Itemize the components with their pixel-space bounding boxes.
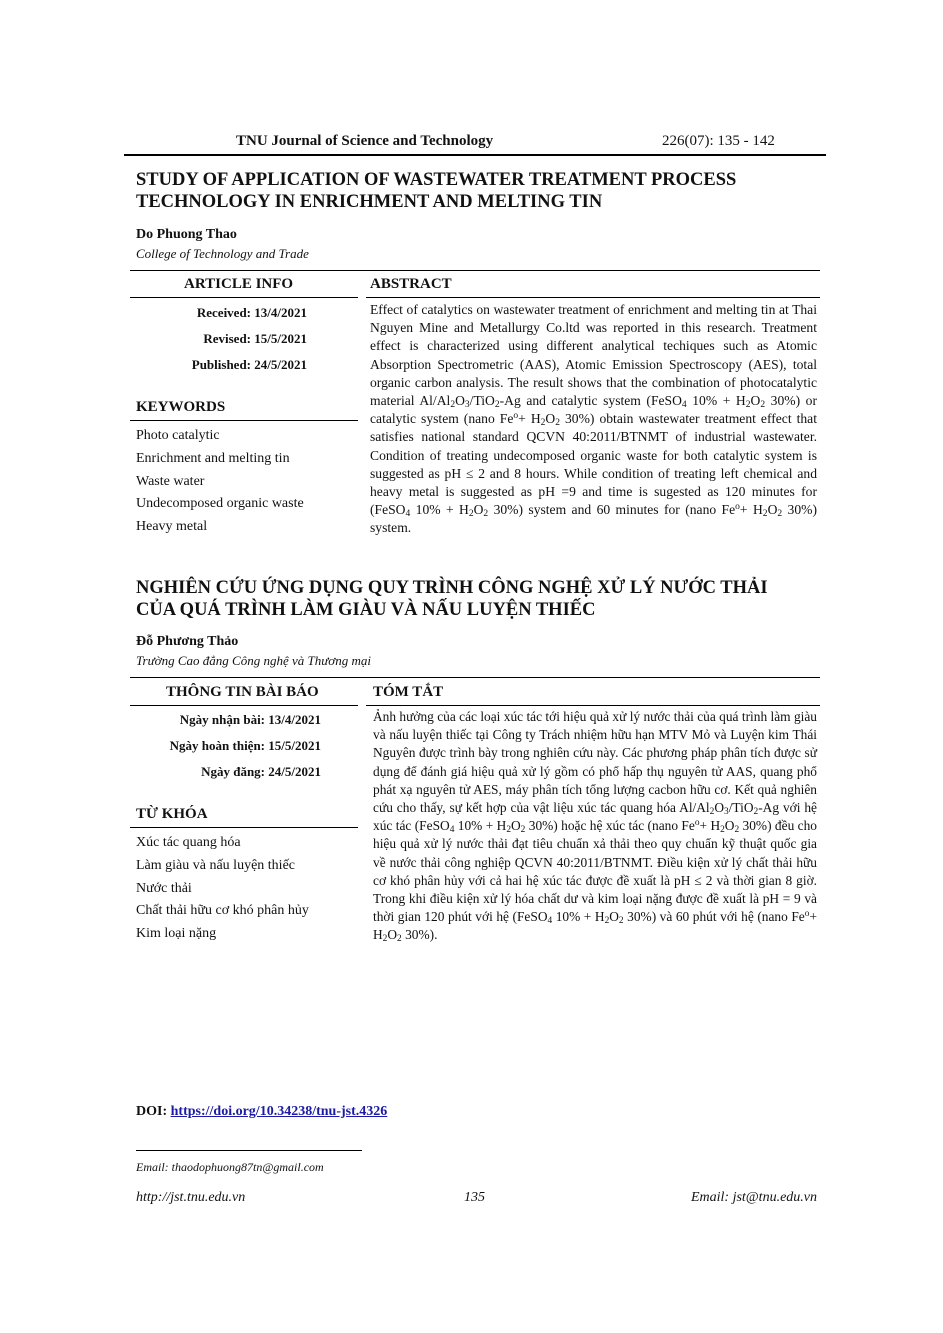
volume-pages: 226(07): 135 - 142 — [662, 133, 775, 149]
doi-line — [136, 1104, 387, 1120]
english-article-info-heading: ARTICLE INFO — [184, 276, 294, 292]
vietnamese-affiliation: Trường Cao đẳng Công nghệ và Thương mại — [136, 653, 371, 668]
english-affiliation: College of Technology and Trade — [136, 246, 309, 261]
keyword-item: Làm giàu và nấu luyện thiếc — [136, 857, 295, 873]
vietnamese-keywords-heading: TỪ KHÓA — [136, 806, 208, 822]
keyword-item: Heavy metal — [136, 519, 208, 535]
vietnamese-title-line-1: NGHIÊN CỨU ỨNG DỤNG QUY TRÌNH CÔNG NGHỆ XỬ LÝ NƯỚC THẢI — [136, 578, 768, 598]
footer-email: Email: jst@tnu.edu.vn — [690, 1190, 817, 1205]
keyword-item: Xúc tác quang hóa — [136, 835, 241, 850]
vietnamese-author: Đỗ Phương Thảo — [136, 634, 239, 649]
english-author: Do Phuong Thao — [136, 227, 237, 242]
vietnamese-title-line-2: CỦA QUÁ TRÌNH LÀM GIÀU VÀ NẤU LUYỆN THIẾC — [136, 600, 596, 620]
english-keywords-rule — [130, 420, 358, 421]
english-info-rule — [130, 297, 358, 298]
english-published-date: Published: 24/5/2021 — [191, 357, 307, 372]
keyword-item: Undecomposed organic waste — [136, 496, 304, 512]
english-title-line-2: TECHNOLOGY IN ENRICHMENT AND MELTING TIN — [136, 192, 603, 212]
vietnamese-info-rule — [130, 705, 358, 706]
vietnamese-abstract-rule — [366, 705, 820, 706]
english-abstract-text: Effect of catalytics on wastewater treatment of enrichment and melting tin at Thai Nguyen Mine and Metallurgy Co.ltd was reported in this research. Treatment effect is characterized using different analytical techiques such as Atomic Absorption Spectrometric (AAS), Atomic Emission Spectroscopy (AES), total organic carbon analysis. The result shows that the combination of photocatalytic material $Al/Al_2O_3/TiO_2-Ag$ and catalytic system (FeSO$_4$ $10\% + H_2O_2$ 30%) or catalytic system (nano $Fe^o+ H_2O_2$ 30%) obtain wastewater treatment effect that satisfies national standard QCVN 40:2011/BTNMT of industrial wastewater. Condition of treating undecomposed organic waste for both catalytic system is suggested as pH ≤ 2 and 8 hours. While condition of treating left chemical and heavy metal is suggested as pH =9 and time is sugested as 120 minutes for (FeSO$_4$ $10\% + H_2O_2$ 30%) system and 60 minutes for (nano $Fe^o+ H_2O_2$ 30%) system. — [370, 302, 817, 536]
vietnamese-keywords-list — [136, 832, 309, 946]
english-revised-date: Revised: 15/5/2021 — [203, 331, 307, 346]
vietnamese-published-date: Ngày đăng: 24/5/2021 — [201, 764, 321, 779]
vietnamese-keywords-rule — [130, 827, 358, 828]
vietnamese-article-info-heading: THÔNG TIN BÀI BÁO — [166, 684, 319, 700]
doi-link[interactable]: https://doi.org/10.34238/tnu-jst.4326 — [170, 1104, 388, 1119]
vietnamese-revised-date: Ngày hoàn thiện: 15/5/2021 — [169, 738, 321, 753]
english-table-top-rule — [130, 270, 820, 271]
english-keywords-list — [136, 425, 304, 539]
keyword-item: Nước thải — [136, 880, 192, 896]
vietnamese-abstract-text: Ảnh hưởng của các loại xúc tác tới hiệu quả xử lý nước thải của quá trình làm giàu và nấu luyện thiếc tại Công ty Trách nhiệm hữu hạn MTV Mỏ và Luyện kim Thái Nguyên được trình bày trong nghiên cứu này. Các phương pháp phân tích được sử dụng để đánh giá hiệu quả xử lý gồm có phổ hấp thụ nguyên tử AAS, quang phổ phát xạ nguyên tử AES, máy phân tích tổng lượng cacbon hữu cơ. Kết quả nghiên cứu cho thấy, sự kết hợp của vật liệu xúc tác quang hóa $Al/Al_2O_3/TiO_2-Ag$ với hệ xúc tác (FeSO$_4$ $10\% + H_2O_2$ 30%) hoặc hệ xúc tác (nano $Fe^o+ H_2O_2$ 30%) đều cho hiệu quả xử lý nước thải đạt tiêu chuẩn xả thải theo quy chuẩn kỹ thuật quốc gia về nước thải công nghiệp QCVN 40:2011/BTNMT. Điều kiện xử lý chất thải hữu cơ khó phân hủy với cả hai hệ xúc tác được đề xuất là pH ≤ 2 và thời gian 8 giờ. Trong khi điều kiện xử lý hóa chất dư và kim loại nặng được đề xuất là pH = 9 và thời gian 120 phút với hệ (FeSO$_4$ $10\% + H_2O_2$ 30%) và 60 phút với hệ (nano $Fe^o+ H_2O_2$ 30%). — [373, 709, 818, 945]
keyword-item: Waste water — [136, 473, 205, 489]
english-title — [136, 169, 826, 213]
english-title-line-1: STUDY OF APPLICATION OF WASTEWATER TREATMENT PROCESS — [136, 170, 737, 190]
english-keywords-heading: KEYWORDS — [136, 399, 226, 415]
english-received-date: Received: 13/4/2021 — [196, 305, 307, 320]
vietnamese-title — [136, 577, 826, 621]
footer-website[interactable]: http://jst.tnu.edu.vn — [136, 1190, 246, 1205]
english-abstract-rule — [366, 297, 820, 298]
author-email-footnote: Email: thaodophuong87tn@gmail.com — [136, 1160, 324, 1174]
vietnamese-received-date: Ngày nhận bài: 13/4/2021 — [179, 712, 321, 727]
english-abstract-heading: ABSTRACT — [370, 276, 452, 292]
keyword-item: Enrichment and melting tin — [136, 450, 290, 466]
keyword-item: Kim loại nặng — [136, 926, 217, 942]
page-number: 135 — [464, 1190, 485, 1205]
vietnamese-table-top-rule — [130, 677, 820, 678]
keyword-item: Photo catalytic — [136, 428, 220, 443]
header-rule — [124, 154, 826, 156]
footnote-rule — [136, 1150, 362, 1151]
journal-name: TNU Journal of Science and Technology — [236, 133, 494, 149]
doi-label: DOI: — [136, 1104, 168, 1119]
keyword-item: Chất thải hữu cơ khó phân hủy — [136, 903, 309, 919]
vietnamese-abstract-heading: TÓM TẮT — [373, 684, 444, 700]
